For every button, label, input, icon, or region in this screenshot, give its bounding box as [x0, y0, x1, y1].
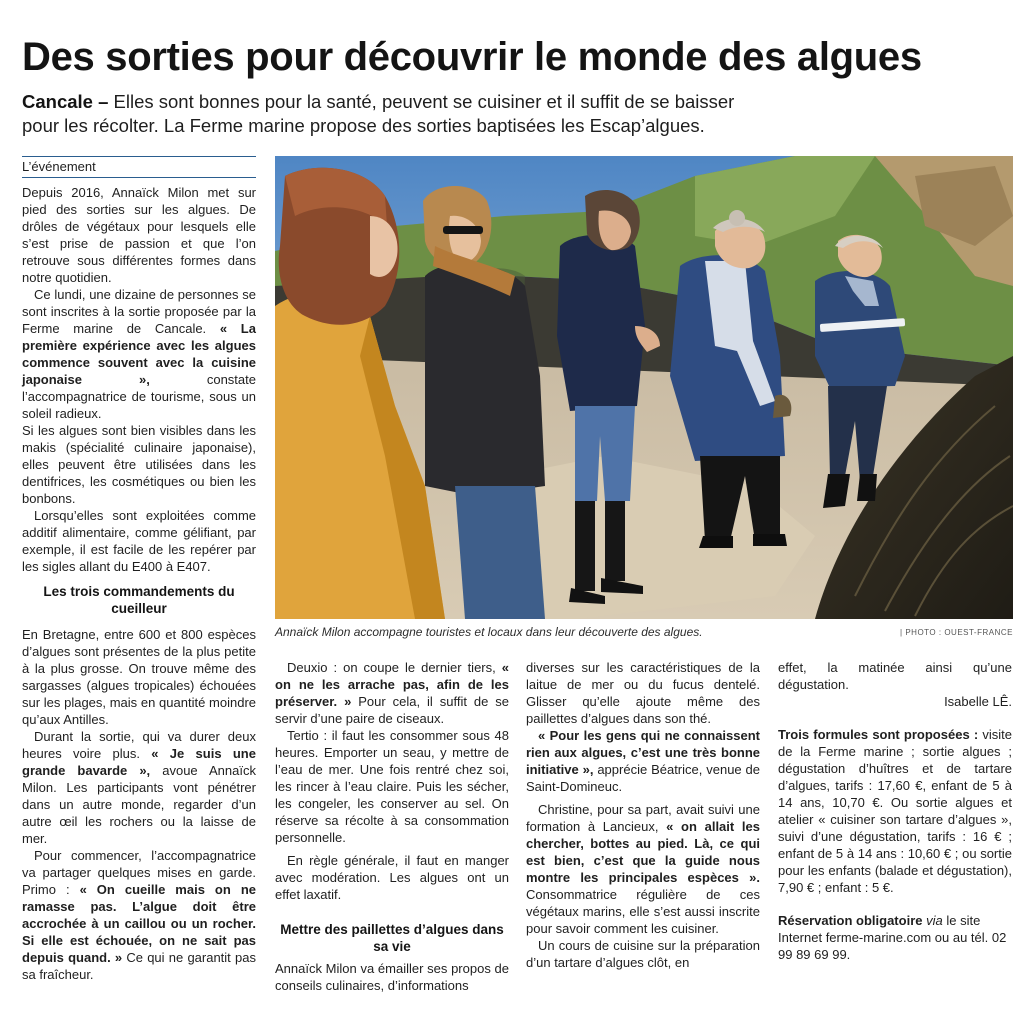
text: Ce lundi, une dizaine de personnes se sont inscrites à la sortie proposée par la Ferme marine de Cancale. [22, 287, 256, 336]
paragraph: Un cours de cuisine sur la préparation d’un tartare d’algues clôt, en [526, 938, 760, 970]
article-photo [275, 156, 1013, 619]
standfirst-line-2: pour les récolter. La Ferme marine propose des sorties baptisées les Escap’algues. [22, 115, 705, 136]
reservation-heading: Réservation obligatoire [778, 913, 923, 928]
paragraph: Depuis 2016, Annaïck Milon met sur pied des sorties sur les algues. De drôles de végétaux pour lesquels elle s’est prise de passion et que l’on retrouve sous différentes formes dans notre quotidien. [22, 185, 256, 285]
quote: « La première expérience avec les algues commence souvent avec la cuisine japonaise », [22, 321, 256, 387]
photo-credit: | PHOTO : OUEST-FRANCE [900, 628, 1013, 637]
paragraph: Si les algues sont bien visibles dans les makis (spécialité culinaire japonaise), elles peuvent être utilisées dans les dentifrices, les cosmétiques ou bien les bonbons. [22, 423, 256, 506]
article-column-1 [22, 184, 256, 983]
reservation-via: via [926, 913, 943, 928]
paragraph: En Bretagne, entre 600 et 800 espèces d’algues sont présentes de la plus petite à la plus grosse. On trouve même des sargasses (algues tropicales) échouées sur les plages, mais en quantité moindre qu’aux Antilles. [22, 627, 256, 727]
standfirst [22, 90, 1012, 138]
paragraph [22, 728, 256, 847]
paragraph [526, 727, 760, 795]
caption-text: Annaïck Milon accompagne touristes et locaux dans leur découverte des algues. [275, 625, 703, 639]
paragraph: En règle générale, il faut en manger avec modération. Les algues ont un effet laxatif. [275, 853, 509, 902]
standfirst-text-1: Elles sont bonnes pour la santé, peuvent se cuisiner et il suffit de se baisser [113, 91, 735, 112]
article-column-2 [275, 659, 509, 994]
paragraph [22, 847, 256, 983]
text: apprécie Béatrice, venue de Saint-Domineuc. [526, 762, 760, 794]
paragraph [526, 801, 760, 937]
text: Pour cela, il suffit de se servir d’une paire de ciseaux. [275, 694, 509, 726]
subheading: Les trois commandements du cueilleur [43, 584, 235, 616]
section-kicker: L’événement [22, 156, 256, 178]
paragraph [275, 659, 509, 727]
headline: Des sorties pour découvrir le monde des algues [22, 35, 922, 79]
dateline: Cancale – [22, 91, 109, 112]
text: Consommatrice régulière de ces végétaux marins, elle s’est aussi inscrite pour savoir comment les cuisiner. [526, 887, 760, 936]
paragraph [22, 286, 256, 422]
article-column-4 [778, 659, 1012, 963]
quote: « on allait les chercher, bottes au pied. Là, ce qui est bien, c’est que la guide nous montre les principales espèces ». [526, 819, 760, 885]
text: Christine, pour sa part, avait suivi une formation à Lancieux, [526, 802, 760, 834]
info-heading: Trois formules sont proposées : [778, 727, 979, 742]
text: Ce qui ne garantit pas sa fraîcheur. [22, 950, 256, 982]
info-box [778, 726, 1012, 896]
text: avoue Annaïck Milon. Les participants vont pénétrer dans un autre monde, regarder d’un autre œil les rochers ou la laisse de mer. [22, 763, 256, 846]
article-column-3 [526, 659, 760, 971]
reservation-info [778, 912, 1012, 963]
paragraph: Annaïck Milon va émailler ses propos de conseils culinaires, d’informations [275, 961, 509, 993]
author-signature: Isabelle LÊ. [944, 694, 1012, 709]
paragraph: Lorsqu’elles sont exploitées comme additif alimentaire, comme gélifiant, par exemple, il est facile de les repérer par les sigles allant du E400 à E407. [22, 508, 256, 574]
text: Pour commencer, l’accompagnatrice va partager quelques mises en garde. Primo : [22, 848, 256, 897]
text: constate l’accompagnatrice de tourisme, sous un soleil radieux. [22, 372, 256, 421]
standfirst-line-1 [22, 90, 1012, 114]
quote: « on ne les arrache pas, afin de les préserver. » [275, 660, 509, 709]
text: Deuxio : on coupe le dernier tiers, [287, 660, 496, 675]
text: Durant la sortie, qui va durer deux heures voire plus. [22, 729, 256, 761]
paragraph: Tertio : il faut les consommer sous 48 heures. Emporter un seau, y mettre de l’eau de mer. Une fois rentré chez soi, les rincer à l’eau claire. Puis les sécher, les congeler, les conserver au sel. On réserve sa récolte à sa consommation personnelle. [275, 728, 509, 845]
info-text: visite de la Ferme marine ; sortie algues ; dégustation d’huîtres et de tartare d’algues, tarifs : 17,60 €, enfant de 5 à 14 ans, 10,70 €. Ou sortie algues et atelier « cuisiner son tartare d’algues », suivi d’une dégustation, tarifs : 16 € ; enfant de 5 à 14 ans : 10,60 € ; ou sortie pour les enfants (balade et dégustation), 7,90 € ; enfant : 5 €. [778, 727, 1012, 895]
paragraph: diverses sur les caractéristiques de la laitue de mer ou du fucus dentelé. Glisser qu’elle ajoute même des paillettes d’algues dans son thé. [526, 660, 760, 726]
photo-caption [275, 624, 1013, 640]
quote: « On cueille mais on ne ramasse pas. L’algue doit être accrochée à un caillou ou un rocher. Si elle est échouée, on ne sait pas depuis quand. » [22, 882, 256, 965]
quote: « Je suis une grande bavarde », [22, 746, 256, 778]
reservation-text: le site Internet ferme-marine.com ou au tél. 02 99 89 69 99. [778, 913, 1007, 962]
subheading: Mettre des paillettes d’algues dans sa vie [280, 922, 504, 954]
paragraph: effet, la matinée ainsi qu’une dégustation. [778, 660, 1012, 692]
quote: « Pour les gens qui ne connaissent rien aux algues, c’est une très bonne initiative », [526, 728, 760, 777]
